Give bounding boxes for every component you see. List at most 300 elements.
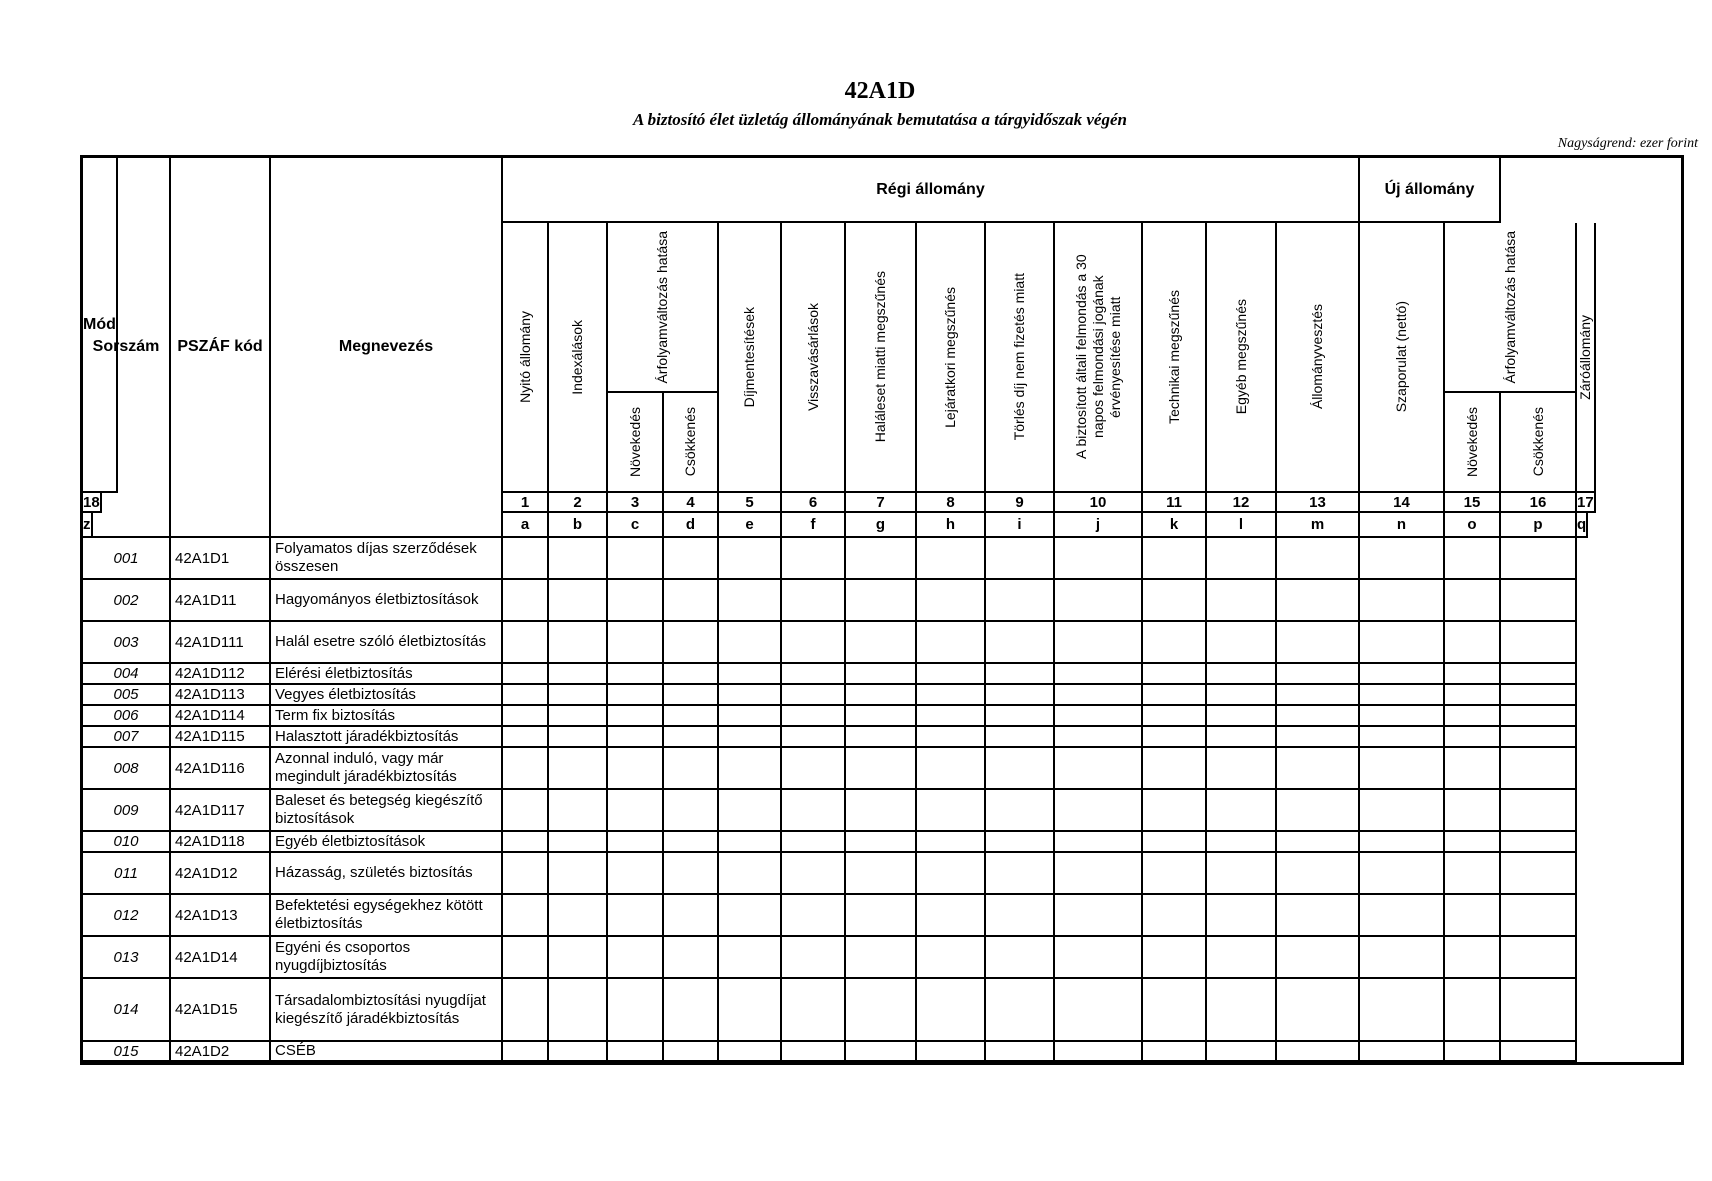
data-cell[interactable] [719, 706, 782, 727]
data-cell[interactable] [846, 1042, 917, 1062]
data-cell[interactable] [917, 706, 986, 727]
data-cell[interactable] [608, 790, 664, 832]
data-cell[interactable] [1445, 706, 1501, 727]
data-cell[interactable] [1360, 685, 1445, 706]
data-cell[interactable] [1277, 748, 1360, 790]
data-cell[interactable] [549, 580, 608, 622]
data-cell[interactable] [782, 853, 846, 895]
data-cell[interactable] [1501, 706, 1577, 727]
data-cell[interactable] [917, 832, 986, 853]
column-number-3 [608, 493, 664, 513]
data-cell[interactable] [549, 664, 608, 685]
data-cell[interactable] [1445, 580, 1501, 622]
data-cell[interactable] [1277, 937, 1360, 979]
column-number-text: 8 [946, 493, 955, 511]
data-cell[interactable] [1143, 853, 1207, 895]
data-cell[interactable] [986, 622, 1055, 664]
data-cell[interactable] [664, 622, 719, 664]
data-cell[interactable] [917, 622, 986, 664]
data-cell[interactable] [608, 580, 664, 622]
data-cell[interactable] [846, 979, 917, 1042]
data-cell[interactable] [1207, 664, 1277, 685]
row-megnevezes [271, 727, 503, 748]
data-cell[interactable] [719, 979, 782, 1042]
uj-allomany-header [1360, 158, 1501, 223]
data-cell[interactable] [503, 748, 549, 790]
data-cell[interactable] [1501, 790, 1577, 832]
data-cell[interactable] [1277, 832, 1360, 853]
data-cell[interactable] [503, 622, 549, 664]
column-letter-5 [719, 513, 782, 538]
data-cell[interactable] [1501, 832, 1577, 853]
data-cell[interactable] [1143, 979, 1207, 1042]
data-cell[interactable] [1277, 853, 1360, 895]
data-cell[interactable] [986, 1042, 1055, 1062]
row-megnevezes [271, 622, 503, 664]
megnevezes-value: Elérési életbiztosítás [275, 664, 413, 682]
row-sorszam [83, 748, 171, 790]
data-cell[interactable] [1277, 622, 1360, 664]
data-cell[interactable] [846, 580, 917, 622]
column-header-13 [1277, 223, 1360, 493]
data-cell[interactable] [719, 853, 782, 895]
row-megnevezes [271, 685, 503, 706]
row-pszaf-kod [171, 832, 271, 853]
data-cell[interactable] [1143, 748, 1207, 790]
data-cell[interactable] [1055, 538, 1143, 580]
column-label-5: Díjmentesítések [741, 306, 757, 408]
data-cell[interactable] [503, 832, 549, 853]
data-cell[interactable] [986, 685, 1055, 706]
data-cell[interactable] [782, 937, 846, 979]
data-cell[interactable] [503, 706, 549, 727]
data-cell[interactable] [1277, 979, 1360, 1042]
data-cell[interactable] [1207, 622, 1277, 664]
data-cell[interactable] [1143, 538, 1207, 580]
data-cell[interactable] [1360, 979, 1445, 1042]
data-cell[interactable] [1501, 937, 1577, 979]
data-cell[interactable] [782, 727, 846, 748]
column-header-11 [1143, 223, 1207, 493]
data-cell[interactable] [1143, 1042, 1207, 1062]
data-cell[interactable] [1277, 895, 1360, 937]
data-cell[interactable] [549, 853, 608, 895]
data-cell[interactable] [664, 706, 719, 727]
sorszam-value: 015 [113, 1042, 139, 1060]
data-cell[interactable] [503, 580, 549, 622]
data-cell[interactable] [986, 580, 1055, 622]
data-cell[interactable] [549, 790, 608, 832]
data-cell[interactable] [1360, 832, 1445, 853]
data-cell[interactable] [719, 580, 782, 622]
data-cell[interactable] [986, 727, 1055, 748]
data-cell[interactable] [1055, 727, 1143, 748]
document-title: 42A1D [844, 78, 916, 104]
data-cell[interactable] [1055, 622, 1143, 664]
data-cell[interactable] [1207, 706, 1277, 727]
data-cell[interactable] [1445, 748, 1501, 790]
data-cell[interactable] [549, 538, 608, 580]
data-cell[interactable] [1277, 1042, 1360, 1062]
data-cell[interactable] [782, 748, 846, 790]
data-cell[interactable] [1360, 664, 1445, 685]
data-cell[interactable] [549, 832, 608, 853]
pszaf-kod-value: 42A1D114 [175, 707, 245, 724]
data-cell[interactable] [782, 580, 846, 622]
data-cell[interactable] [846, 790, 917, 832]
megnevezes-value: Befektetési egységekhez kötött életbiztosítás [275, 897, 483, 932]
data-cell[interactable] [664, 580, 719, 622]
data-cell[interactable] [1207, 937, 1277, 979]
data-cell[interactable] [1445, 979, 1501, 1042]
row-sorszam [83, 538, 171, 580]
data-cell[interactable] [719, 832, 782, 853]
data-cell[interactable] [1360, 790, 1445, 832]
column-letter-6 [782, 513, 846, 538]
data-cell[interactable] [1445, 853, 1501, 895]
data-cell[interactable] [1360, 622, 1445, 664]
row-sorszam [83, 664, 171, 685]
data-cell[interactable] [1360, 538, 1445, 580]
data-cell[interactable] [1207, 1042, 1277, 1062]
data-cell[interactable] [1445, 895, 1501, 937]
data-cell[interactable] [846, 706, 917, 727]
data-cell[interactable] [917, 979, 986, 1042]
data-cell[interactable] [608, 937, 664, 979]
row-pszaf-kod [171, 664, 271, 685]
data-cell[interactable] [608, 832, 664, 853]
data-cell[interactable] [1445, 685, 1501, 706]
data-cell[interactable] [1143, 706, 1207, 727]
data-cell[interactable] [1501, 580, 1577, 622]
megnevezes-value: CSÉB [275, 1042, 316, 1059]
column-number-text: 7 [876, 493, 885, 511]
data-cell[interactable] [1360, 727, 1445, 748]
data-cell[interactable] [986, 748, 1055, 790]
column-label-16: Csökkenés [1529, 407, 1546, 477]
data-cell[interactable] [664, 664, 719, 685]
column-letter-9 [986, 513, 1055, 538]
data-cell[interactable] [986, 853, 1055, 895]
data-cell[interactable] [608, 664, 664, 685]
data-cell[interactable] [1207, 853, 1277, 895]
data-cell[interactable] [549, 706, 608, 727]
column-label-3: Növekedés [626, 406, 643, 478]
data-cell[interactable] [549, 937, 608, 979]
data-cell[interactable] [608, 979, 664, 1042]
data-cell[interactable] [1207, 538, 1277, 580]
data-cell[interactable] [1055, 748, 1143, 790]
data-cell[interactable] [608, 1042, 664, 1062]
data-cell[interactable] [1207, 748, 1277, 790]
column-header-4 [664, 393, 719, 493]
data-cell[interactable] [1360, 748, 1445, 790]
data-cell[interactable] [719, 895, 782, 937]
data-cell[interactable] [719, 937, 782, 979]
data-cell[interactable] [1360, 853, 1445, 895]
data-cell[interactable] [719, 790, 782, 832]
data-cell[interactable] [503, 685, 549, 706]
data-cell[interactable] [846, 622, 917, 664]
column-number-12 [1207, 493, 1277, 513]
column-letter-text: g [875, 516, 886, 533]
column-letter-12 [1207, 513, 1277, 538]
data-cell[interactable] [846, 853, 917, 895]
data-cell[interactable] [1445, 832, 1501, 853]
data-cell[interactable] [608, 622, 664, 664]
megnevezes-value: Egyéni és csoportos nyugdíjbiztosítás [275, 939, 411, 974]
data-cell[interactable] [719, 1042, 782, 1062]
data-cell[interactable] [664, 832, 719, 853]
data-cell[interactable] [719, 622, 782, 664]
data-cell[interactable] [1277, 706, 1360, 727]
column-letter-text: b [572, 516, 583, 533]
data-cell[interactable] [503, 895, 549, 937]
data-cell[interactable] [608, 685, 664, 706]
data-cell[interactable] [1501, 622, 1577, 664]
data-cell[interactable] [1207, 727, 1277, 748]
column-number-13 [1277, 493, 1360, 513]
data-cell[interactable] [1277, 664, 1360, 685]
column-header-16 [1501, 393, 1577, 493]
data-cell[interactable] [1207, 580, 1277, 622]
data-cell[interactable] [782, 1042, 846, 1062]
data-cell[interactable] [1143, 622, 1207, 664]
row-megnevezes [271, 538, 503, 580]
data-cell[interactable] [986, 664, 1055, 685]
column-label-8: Lejáratkori megszűnés [942, 286, 958, 428]
data-cell[interactable] [503, 979, 549, 1042]
data-cell[interactable] [846, 937, 917, 979]
data-cell[interactable] [1445, 538, 1501, 580]
data-cell[interactable] [1143, 895, 1207, 937]
data-cell[interactable] [782, 790, 846, 832]
column-label-6: Visszavásárlások [804, 303, 821, 411]
data-cell[interactable] [1143, 685, 1207, 706]
sorszam-value: 001 [113, 549, 139, 567]
data-cell[interactable] [917, 853, 986, 895]
data-cell[interactable] [1055, 706, 1143, 727]
data-cell[interactable] [549, 895, 608, 937]
row-sorszam [83, 685, 171, 706]
data-cell[interactable] [1055, 832, 1143, 853]
data-cell[interactable] [846, 748, 917, 790]
data-cell[interactable] [917, 580, 986, 622]
data-cell[interactable] [1143, 937, 1207, 979]
data-cell[interactable] [917, 937, 986, 979]
data-cell[interactable] [1501, 748, 1577, 790]
data-cell[interactable] [1055, 979, 1143, 1042]
data-cell[interactable] [846, 895, 917, 937]
data-cell[interactable] [664, 1042, 719, 1062]
data-cell[interactable] [664, 979, 719, 1042]
pszaf-kod-value: 42A1D111 [175, 633, 244, 651]
data-cell[interactable] [664, 895, 719, 937]
data-cell[interactable] [1277, 580, 1360, 622]
data-cell[interactable] [664, 853, 719, 895]
data-cell[interactable] [1360, 1042, 1445, 1062]
data-cell[interactable] [782, 979, 846, 1042]
data-cell[interactable] [719, 685, 782, 706]
sorszam-value: 007 [113, 728, 139, 745]
data-cell[interactable] [782, 832, 846, 853]
data-cell[interactable] [1501, 895, 1577, 937]
data-cell[interactable] [549, 727, 608, 748]
data-cell[interactable] [1277, 790, 1360, 832]
row-pszaf-kod [171, 895, 271, 937]
data-cell[interactable] [503, 853, 549, 895]
pszaf-kod-value: 42A1D15 [175, 1001, 238, 1018]
data-cell[interactable] [917, 664, 986, 685]
data-cell[interactable] [917, 895, 986, 937]
data-cell[interactable] [1055, 790, 1143, 832]
data-cell[interactable] [1277, 727, 1360, 748]
data-cell[interactable] [503, 538, 549, 580]
data-cell[interactable] [1055, 853, 1143, 895]
data-cell[interactable] [1501, 664, 1577, 685]
data-cell[interactable] [1055, 895, 1143, 937]
data-cell[interactable] [1055, 580, 1143, 622]
data-cell[interactable] [1445, 937, 1501, 979]
data-cell[interactable] [549, 979, 608, 1042]
column-number-text: 10 [1089, 493, 1107, 511]
data-cell[interactable] [1143, 790, 1207, 832]
data-cell[interactable] [664, 538, 719, 580]
data-cell[interactable] [664, 685, 719, 706]
data-cell[interactable] [986, 538, 1055, 580]
data-cell[interactable] [782, 538, 846, 580]
data-cell[interactable] [503, 664, 549, 685]
data-cell[interactable] [1207, 685, 1277, 706]
data-cell[interactable] [917, 1042, 986, 1062]
data-cell[interactable] [549, 685, 608, 706]
data-cell[interactable] [1143, 727, 1207, 748]
data-cell[interactable] [917, 748, 986, 790]
data-cell[interactable] [608, 853, 664, 895]
row-pszaf-kod [171, 748, 271, 790]
data-cell[interactable] [549, 748, 608, 790]
data-cell[interactable] [503, 727, 549, 748]
data-cell[interactable] [608, 895, 664, 937]
data-cell[interactable] [1445, 727, 1501, 748]
column-number-text: 11 [1166, 493, 1182, 511]
data-cell[interactable] [608, 727, 664, 748]
data-cell[interactable] [1055, 685, 1143, 706]
data-cell[interactable] [664, 748, 719, 790]
data-cell[interactable] [503, 1042, 549, 1062]
data-cell[interactable] [719, 727, 782, 748]
data-cell[interactable] [917, 790, 986, 832]
data-cell[interactable] [986, 832, 1055, 853]
data-cell[interactable] [1055, 937, 1143, 979]
data-cell[interactable] [1207, 832, 1277, 853]
data-cell[interactable] [608, 706, 664, 727]
data-cell[interactable] [1207, 790, 1277, 832]
column-label-14: Szaporulat (nettó) [1393, 301, 1409, 413]
data-cell[interactable] [549, 1042, 608, 1062]
data-cell[interactable] [1501, 538, 1577, 580]
data-cell[interactable] [1207, 979, 1277, 1042]
data-cell[interactable] [846, 685, 917, 706]
data-cell[interactable] [917, 727, 986, 748]
data-cell[interactable] [719, 748, 782, 790]
column-letter-text: z [83, 516, 91, 533]
data-cell[interactable] [846, 727, 917, 748]
data-cell[interactable] [917, 538, 986, 580]
megnevezes-value: Egyéb életbiztosítások [275, 832, 426, 850]
column-header-1 [503, 223, 549, 493]
data-cell[interactable] [782, 622, 846, 664]
data-cell[interactable] [986, 706, 1055, 727]
row-sorszam [83, 832, 171, 853]
data-cell[interactable] [1445, 790, 1501, 832]
data-cell[interactable] [608, 748, 664, 790]
data-cell[interactable] [1143, 832, 1207, 853]
data-cell[interactable] [1360, 895, 1445, 937]
data-cell[interactable] [1445, 622, 1501, 664]
data-cell[interactable] [1501, 853, 1577, 895]
column-number-text: 6 [808, 493, 818, 511]
data-cell[interactable] [782, 664, 846, 685]
data-cell[interactable] [1055, 1042, 1143, 1062]
data-cell[interactable] [1143, 664, 1207, 685]
row-pszaf-kod [171, 622, 271, 664]
data-cell[interactable] [986, 937, 1055, 979]
data-cell[interactable] [782, 685, 846, 706]
data-cell[interactable] [1360, 937, 1445, 979]
data-cell[interactable] [846, 538, 917, 580]
row-megnevezes [271, 706, 503, 727]
data-cell[interactable] [782, 895, 846, 937]
data-cell[interactable] [1360, 580, 1445, 622]
data-cell[interactable] [664, 727, 719, 748]
data-cell[interactable] [1501, 727, 1577, 748]
data-cell[interactable] [1277, 538, 1360, 580]
data-cell[interactable] [719, 538, 782, 580]
data-cell[interactable] [1360, 706, 1445, 727]
data-cell[interactable] [1445, 664, 1501, 685]
data-cell[interactable] [1143, 580, 1207, 622]
column-letter-text: m [1310, 516, 1325, 533]
data-cell[interactable] [1277, 685, 1360, 706]
data-cell[interactable] [549, 622, 608, 664]
data-cell[interactable] [986, 790, 1055, 832]
pszaf-kod-value: 42A1D117 [175, 801, 245, 819]
data-cell[interactable] [608, 538, 664, 580]
data-cell[interactable] [503, 790, 549, 832]
data-cell[interactable] [1501, 979, 1577, 1042]
data-cell[interactable] [846, 832, 917, 853]
data-cell[interactable] [503, 937, 549, 979]
data-cell[interactable] [1445, 1042, 1501, 1062]
data-cell[interactable] [782, 706, 846, 727]
row-sorszam [83, 706, 171, 727]
data-cell[interactable] [664, 790, 719, 832]
data-cell[interactable] [1207, 895, 1277, 937]
data-cell[interactable] [719, 664, 782, 685]
column-label-17: Záróállomány [1577, 314, 1593, 400]
data-cell[interactable] [846, 664, 917, 685]
data-cell[interactable] [986, 979, 1055, 1042]
data-cell[interactable] [917, 685, 986, 706]
data-cell[interactable] [1055, 664, 1143, 685]
column-header-9 [986, 223, 1055, 493]
data-cell[interactable] [986, 895, 1055, 937]
data-cell[interactable] [1501, 1042, 1577, 1062]
data-cell[interactable] [1501, 685, 1577, 706]
data-cell[interactable] [664, 937, 719, 979]
column-label-10: A biztosított általi felmondás a 30 napos felmondási jogának érvényesítése miatt [1072, 254, 1123, 460]
